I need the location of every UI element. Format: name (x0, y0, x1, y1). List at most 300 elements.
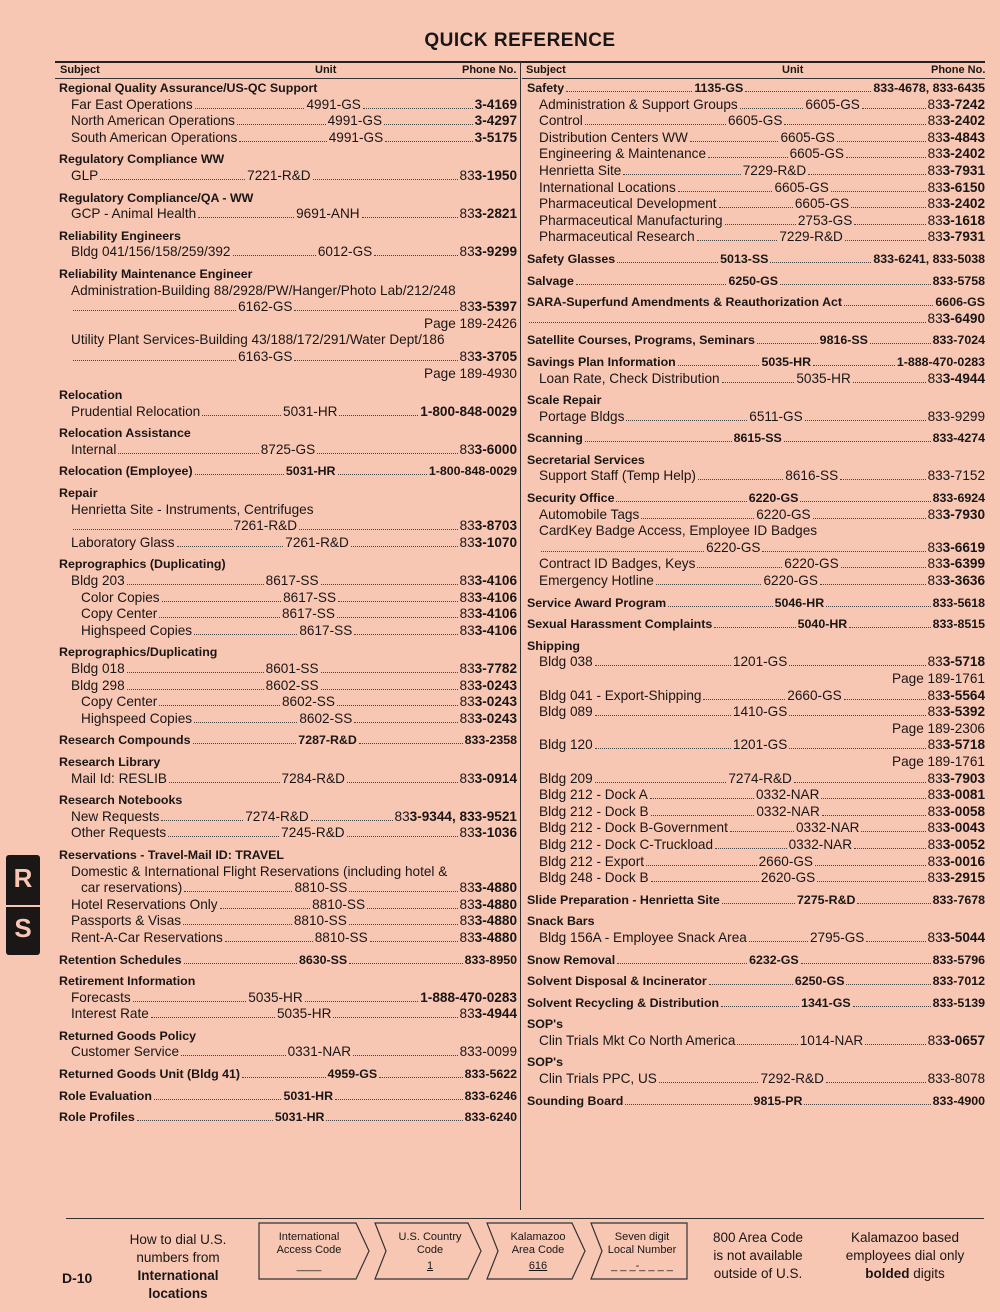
directory-section (527, 952, 985, 969)
entry-label: International Locations (539, 179, 676, 195)
directory-section (59, 792, 517, 842)
phone-number (928, 97, 985, 114)
leader-dots (678, 365, 760, 366)
unit-code: 4991-GS (328, 129, 384, 145)
entry-label: car reservations) (81, 880, 183, 896)
unit-code: 6250-GS (794, 974, 845, 989)
phone-prefix: 83 (927, 929, 943, 945)
leader-dots (73, 360, 236, 361)
section-heading (527, 452, 985, 469)
right-header-rule (522, 78, 985, 79)
unit-code: 5046-HR (774, 595, 825, 610)
unit-code: 6605-GS (789, 146, 844, 162)
entry-label: Prudential Relocation (71, 403, 201, 419)
directory-entry (527, 468, 985, 485)
entry-label: Relocation (Employee) (59, 464, 193, 479)
footer-rule (66, 1218, 984, 1219)
entry-label: Portage Bldgs (539, 408, 625, 424)
phone-number (460, 535, 517, 552)
leader-dots (169, 782, 280, 783)
leader-dots (362, 217, 458, 218)
unit-code: 8617-SS (299, 622, 353, 638)
phone-prefix: 83 (464, 952, 479, 967)
entry-label: Control (539, 113, 583, 129)
leader-dots (337, 705, 458, 706)
unit-code: 7229-R&D (742, 162, 807, 178)
phone-number (928, 371, 985, 388)
phone-prefix: 83 (394, 808, 410, 824)
unit-code: 8617-SS (283, 589, 337, 605)
unit-code: 5031-HR (274, 1110, 325, 1125)
directory-entry (527, 196, 985, 213)
phone-number (460, 168, 517, 185)
page-title: QUICK REFERENCE (424, 30, 616, 51)
directory-entry (59, 825, 517, 842)
unit-code: 8725-GS (260, 441, 316, 457)
entry-label: Other Requests (71, 825, 167, 841)
leader-dots (780, 284, 931, 285)
entry-label: Bldg 203 (71, 573, 125, 589)
directory-entry (527, 273, 985, 290)
phone-prefix: 83 (927, 1032, 943, 1048)
leader-dots (641, 518, 754, 519)
unit-code: 6220-GS (748, 491, 799, 506)
unit-code: 5031-HR (283, 1088, 334, 1103)
leader-dots (321, 584, 458, 585)
entry-label: Role Evaluation (59, 1088, 152, 1103)
leader-dots (374, 255, 457, 256)
leader-dots (326, 1120, 462, 1121)
section-heading (527, 1016, 985, 1033)
leader-dots (844, 305, 933, 306)
directory-section (527, 892, 985, 909)
leader-dots (709, 984, 793, 985)
directory-section (59, 485, 517, 551)
phone-bold-digits: 1-800-848-0029 (428, 464, 518, 479)
directory-entry (59, 113, 517, 130)
directory-entry (527, 556, 985, 573)
leader-dots (861, 831, 925, 832)
right-column (527, 80, 985, 1114)
entry-label: Copy Center (81, 694, 158, 710)
leader-dots (708, 157, 788, 158)
leader-dots (595, 782, 727, 783)
leader-dots (194, 634, 297, 635)
directory-entry (527, 688, 985, 705)
leader-dots (363, 108, 473, 109)
leader-dots (616, 501, 746, 502)
phone-prefix: 83 (932, 1093, 947, 1108)
directory-section (527, 80, 985, 246)
leader-dots (349, 924, 458, 925)
phone-prefix: 83 (873, 251, 888, 266)
phone-bold-digits: 3-0043 (942, 820, 985, 836)
phone-bold-digits: 3-4106 (474, 622, 518, 638)
entry-label: Bldg 041 - Export-Shipping (539, 687, 702, 703)
leader-dots (347, 782, 458, 783)
dial-line-1: How to dial U.S. (129, 1232, 227, 1247)
phone-bold-digits: 3-1618 (942, 212, 986, 228)
entry-label: Bldg 041/156/158/259/392 (71, 244, 231, 260)
phone-prefix: 83 (459, 825, 475, 841)
entry-label: Utility Plant Services-Building 43/188/172/291/Water Dept/186 (71, 332, 445, 348)
phone-prefix: 83 (927, 803, 943, 819)
phone-prefix: 83 (459, 348, 475, 364)
column-divider (520, 62, 521, 1210)
directory-entry (59, 1088, 517, 1105)
phone-number (420, 990, 517, 1007)
unit-code: 4991-GS (306, 96, 361, 112)
unit-code: 1135-GS (694, 81, 744, 95)
phone-number (933, 892, 985, 909)
phone-bold-digits: 3-4944 (474, 1006, 517, 1022)
phone-prefix: 83 (927, 836, 943, 852)
leader-dots (789, 665, 925, 666)
phone-bold-digits: 3-8515 (946, 617, 986, 632)
directory-entry (527, 930, 985, 947)
entry-label: Passports & Visas (71, 913, 182, 929)
directory-section (59, 387, 517, 420)
phone-bold-digits: 3-6924 (946, 491, 986, 506)
leader-dots (127, 584, 264, 585)
leader-dots (846, 984, 930, 985)
phone-number (460, 518, 517, 535)
phone-number: 833-9299 (927, 408, 986, 424)
phone-prefix: 83 (464, 1110, 479, 1125)
unit-code: 1014-NAR (799, 1032, 864, 1048)
phone-bold-digits: 3-1950 (474, 167, 517, 183)
unit-code: 7221-R&D (247, 167, 311, 183)
phone-bold-digits: 3-7678 (946, 892, 986, 907)
leader-dots (133, 1001, 247, 1002)
phone-number (873, 251, 985, 268)
leader-dots (813, 518, 926, 519)
kalamazoo-dial-note (830, 1229, 980, 1283)
phone-prefix: 83 (932, 892, 947, 907)
leader-dots (837, 141, 926, 142)
section-heading (59, 266, 517, 283)
unit-code: 8630-SS (298, 952, 348, 967)
leader-dots (595, 748, 731, 749)
entry-label: Safety Glasses (527, 251, 616, 266)
phone-number (928, 163, 985, 180)
directory-entry (59, 678, 517, 695)
phone-prefix: 83 (459, 606, 475, 622)
leader-dots (715, 848, 787, 849)
leader-dots (311, 820, 393, 821)
phone-prefix: 83 (927, 146, 943, 162)
entry-label: Bldg 212 - Dock A (539, 787, 648, 803)
directory-entry (527, 737, 985, 754)
phone-bold-digits: 3-5392 (942, 704, 986, 720)
leader-dots (379, 1077, 463, 1078)
leader-dots (184, 963, 297, 964)
note2-bold: bolded (865, 1266, 910, 1281)
directory-entry (527, 771, 985, 788)
directory-entry (59, 463, 517, 480)
directory-section (59, 151, 517, 184)
phone-bold-digits: 3-5564 (942, 687, 985, 703)
entry-label: Research Library (59, 754, 161, 769)
phone-bold-digits: 3-2402 (942, 196, 985, 212)
phone-number (475, 113, 517, 130)
phone-prefix: 83 (927, 229, 943, 245)
unit-code: 8616-SS (785, 468, 839, 484)
phone-number (460, 771, 517, 788)
phone-bold-digits: 3-4880 (474, 896, 517, 912)
leader-dots (73, 529, 232, 530)
entry-label: Role Profiles (59, 1110, 135, 1125)
phone-bold-digits: 3-6619 (942, 539, 985, 555)
box-value: _ _ _-_ _ _ _ (611, 1260, 673, 1272)
phone-prefix: 83 (464, 1088, 479, 1103)
directory-section (527, 294, 985, 327)
phone-number (928, 820, 985, 837)
left-phone-header: Phone No. (462, 64, 517, 76)
leader-dots (831, 191, 926, 192)
section-heading (59, 151, 517, 168)
leader-dots (719, 207, 793, 208)
directory-entry (59, 206, 517, 223)
directory-section (59, 644, 517, 727)
leader-dots (118, 453, 258, 454)
entry-label: Reprographics (Duplicating) (59, 557, 226, 572)
entry-label: Bldg 248 - Dock B (539, 870, 649, 886)
phone-number (933, 595, 985, 612)
leader-dots (225, 941, 313, 942)
leader-dots (651, 815, 755, 816)
directory-entry (527, 229, 985, 246)
phone-bold-digits: 3-4880 (474, 880, 517, 896)
leader-dots (656, 584, 762, 585)
leader-dots (817, 881, 925, 882)
phone-number (460, 661, 517, 678)
phone-bold-digits: 3-7782 (474, 661, 517, 676)
leader-dots (862, 108, 926, 109)
phone-bold-digits: 3-0081 (942, 787, 986, 803)
entry-label: Secretarial Services (527, 452, 645, 467)
phone-bold-digits: 3-9299 (474, 244, 517, 260)
unit-code: 8617-SS (265, 573, 319, 589)
entry-label: Loan Rate, Check Distribution (539, 370, 720, 386)
phone-number (928, 654, 985, 671)
unit-code: 7261-R&D (233, 518, 298, 534)
phone-number (928, 229, 985, 246)
directory-section (527, 251, 985, 268)
phone-prefix: 83 (927, 556, 943, 572)
entry-label: Bldg 038 (539, 654, 593, 670)
leader-dots (541, 551, 704, 552)
phone-number (928, 704, 985, 721)
leader-dots (651, 881, 759, 882)
leader-dots (576, 284, 727, 285)
phone-prefix: 83 (927, 737, 943, 753)
directory-section (527, 332, 985, 349)
section-heading (527, 392, 985, 409)
directory-entry (527, 311, 985, 328)
phone-number (928, 688, 985, 705)
entry-label: Salvage (527, 273, 574, 288)
section-heading (527, 638, 985, 655)
box-label-1: Seven digit (614, 1231, 670, 1243)
leader-dots (359, 743, 463, 744)
entry-label: Regional Quality Assurance/US-QC Support (59, 81, 318, 95)
leader-dots (668, 606, 772, 607)
phone-bold-digits: 3-7931 (942, 162, 985, 178)
unit-code: 8602-SS (299, 710, 353, 726)
leader-dots (854, 224, 925, 225)
phone-prefix: 83 (459, 770, 475, 786)
leader-dots (853, 1006, 931, 1007)
leader-dots (127, 689, 264, 690)
directory-section (527, 638, 985, 887)
directory-entry (59, 913, 517, 930)
phone-bold-digits: 3-5397 (474, 299, 517, 315)
directory-entry (527, 804, 985, 821)
leader-dots (194, 722, 297, 723)
leader-dots (585, 124, 726, 125)
phone-number (928, 854, 985, 871)
phone-number (460, 299, 517, 316)
leader-dots (335, 1099, 463, 1100)
directory-entry (527, 540, 985, 557)
phone-prefix: 83 (459, 661, 475, 676)
entry-label: Relocation (59, 388, 123, 403)
entry-label: Solvent Disposal & Incinerator (527, 974, 707, 989)
entry-label: Reliability Engineers (59, 228, 181, 243)
unit-code: 8810-SS (293, 913, 347, 929)
phone-prefix: 83 (459, 573, 475, 589)
phone-number (933, 490, 985, 507)
leader-dots (321, 672, 458, 673)
directory-entry (59, 694, 517, 711)
unit-code: 4991-GS (327, 113, 383, 129)
phone-bold-digits: 3-5175 (474, 129, 517, 145)
unit-code: 2660-GS (787, 687, 842, 703)
phone-prefix: 83 (927, 870, 943, 886)
entry-label: Pharmaceutical Research (539, 229, 695, 245)
phone-bold-digits: 3-2402 (942, 113, 986, 129)
leader-dots (73, 310, 236, 311)
entry-label: Scanning (527, 431, 583, 446)
leader-dots (154, 1099, 282, 1100)
directory-entry (527, 952, 985, 969)
directory-entry (59, 1006, 517, 1023)
leader-dots (337, 617, 458, 618)
leader-dots (305, 1001, 419, 1002)
phone-number (928, 540, 985, 557)
entry-label: Reliability Maintenance Engineer (59, 266, 253, 281)
leader-dots (347, 836, 458, 837)
unit-code: 6605-GS (727, 113, 783, 129)
directory-entry (527, 573, 985, 590)
section-tab-rs (6, 855, 40, 955)
entry-label: South American Operations (71, 129, 238, 145)
leader-dots (168, 836, 279, 837)
unit-code: 6220-GS (763, 573, 818, 589)
unit-code: 2620-GS (760, 870, 816, 886)
leader-dots (242, 1077, 326, 1078)
unit-code: 5035-HR (248, 989, 303, 1005)
directory-section (59, 754, 517, 787)
entry-label: Administration-Building 88/2928/PW/Hanger/Photo Lab/212/248 (71, 282, 456, 298)
section-heading (59, 847, 517, 864)
entry-label: Administration & Support Groups (539, 96, 738, 112)
leader-dots (749, 941, 808, 942)
leader-dots (789, 715, 925, 716)
entry-label: Color Copies (81, 589, 160, 605)
leader-dots (737, 1044, 797, 1045)
phone-prefix: 83 (459, 534, 475, 550)
directory-entry (527, 113, 985, 130)
phone-bold-digits: 3-0243 (474, 694, 518, 710)
directory-section (527, 1016, 985, 1049)
phone-prefix: 83 (873, 81, 888, 95)
leader-dots (849, 627, 930, 628)
entry-label: Far East Operations (71, 96, 193, 112)
leader-dots (659, 1082, 759, 1083)
unit-code: 5013-SS (720, 251, 769, 266)
leader-dots (385, 141, 473, 142)
leader-dots (313, 179, 458, 180)
phone-number (475, 130, 517, 147)
phone-prefix: 83 (927, 310, 943, 326)
entry-label: Bldg 120 (539, 737, 593, 753)
leader-dots (703, 699, 785, 700)
phone-bold-digits: 3-3636 (942, 573, 985, 589)
leader-dots (822, 815, 926, 816)
phone-prefix: 83 (927, 573, 943, 589)
section-heading (59, 80, 517, 97)
phone-prefix: 83 (459, 710, 475, 726)
page-reference (527, 671, 985, 688)
phone-bold-digits: 3-1070 (474, 534, 517, 550)
unit-code: 5035-HR (276, 1006, 332, 1022)
directory-section (527, 1093, 985, 1110)
phone-bold-digits: 3-0016 (942, 853, 986, 869)
phone-bold-digits: 3-2402 (942, 146, 986, 162)
leader-dots (865, 1044, 925, 1045)
page-reference (59, 366, 517, 383)
entry-label: Bldg 018 (71, 661, 125, 676)
phone-prefix: 83 (459, 589, 475, 605)
box-label-1: International (278, 1231, 340, 1243)
phone-prefix: 83 (459, 694, 475, 710)
phone-number (928, 507, 985, 524)
phone-number (395, 809, 517, 826)
directory-section (59, 952, 517, 969)
leader-dots (181, 1055, 286, 1056)
leader-dots (137, 1120, 273, 1121)
phone-bold-digits: 3-6246 (478, 1088, 517, 1103)
entry-label: Distribution Centers WW (539, 129, 688, 145)
phone-prefix: 83 (459, 518, 475, 534)
unit-code: 9815-PR (753, 1093, 803, 1108)
unit-code: 0332-NAR (755, 787, 820, 803)
leader-dots (821, 798, 925, 799)
leader-dots (714, 627, 795, 628)
area-code-800-note (694, 1229, 822, 1283)
leader-dots (339, 415, 418, 416)
leader-dots (725, 224, 796, 225)
phone-number (928, 311, 985, 328)
directory-entry (59, 1109, 517, 1126)
unit-code: 5035-HR (796, 370, 851, 386)
directory-entry (59, 299, 517, 316)
tab-letter-r: R (13, 863, 33, 893)
phone-prefix: 83 (927, 196, 943, 212)
phone-prefix: 83 (927, 853, 943, 869)
